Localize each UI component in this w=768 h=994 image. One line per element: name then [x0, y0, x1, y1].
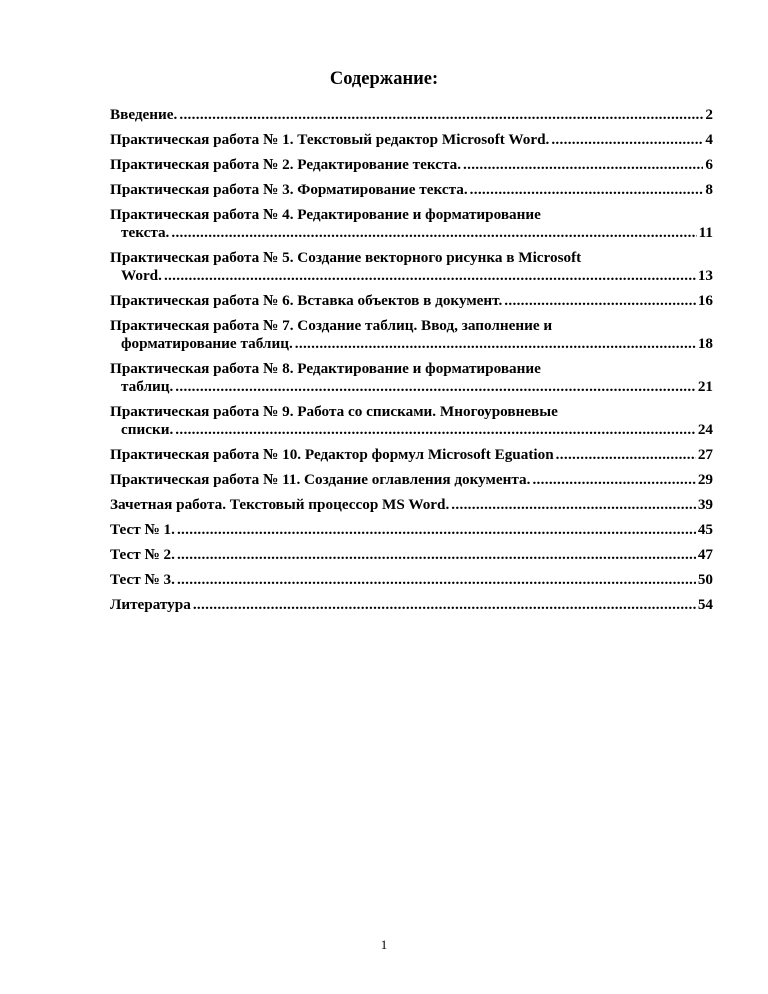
toc-entry-title: Практическая работа № 1. Текстовый редактор Microsoft Word.: [110, 131, 550, 148]
toc-page-number: 47: [697, 546, 713, 563]
page-title: Содержание:: [329, 69, 439, 89]
toc-entry-title: Практическая работа № 7. Создание таблиц. Ввод, заполнение и: [110, 317, 553, 334]
toc-entry[interactable]: [110, 496, 713, 514]
toc-entry[interactable]: [110, 546, 713, 564]
toc-page-number: 13: [697, 267, 713, 284]
toc-page-number: 16: [697, 292, 713, 309]
toc-page-number: 11: [698, 224, 713, 241]
toc-page-number: 8: [705, 181, 713, 198]
toc-entry[interactable]: [110, 471, 713, 489]
toc-entry[interactable]: [110, 156, 713, 174]
dot-leader: [164, 267, 696, 285]
toc-entry[interactable]: [110, 403, 713, 439]
toc-entry-title: Литература: [110, 596, 191, 613]
toc-entry[interactable]: [110, 249, 713, 285]
dot-leader: [175, 378, 696, 396]
toc-entry-title: текста.: [121, 224, 170, 241]
toc-entry[interactable]: [110, 571, 713, 589]
toc-entry-title: форматирование таблиц.: [121, 335, 293, 352]
toc-entry[interactable]: [110, 360, 713, 396]
toc-page-number: 39: [697, 496, 713, 513]
dot-leader: [177, 521, 696, 539]
dot-leader: [295, 335, 696, 353]
toc-entry[interactable]: [110, 292, 713, 310]
dot-leader: [532, 471, 695, 489]
toc-entry-title: Word.: [121, 267, 162, 284]
toc-page-number: 24: [697, 421, 713, 438]
toc-entry[interactable]: [110, 317, 713, 353]
dot-leader: [451, 496, 696, 514]
dot-leader: [175, 421, 696, 439]
table-of-contents: [110, 106, 713, 621]
dot-leader: [551, 131, 703, 149]
dot-leader: [179, 106, 703, 124]
toc-entry-title: списки.: [121, 421, 174, 438]
dot-leader: [193, 596, 696, 614]
toc-page-number: 54: [697, 596, 713, 613]
toc-entry-title: Практическая работа № 3. Форматирование текста.: [110, 181, 468, 198]
toc-entry[interactable]: [110, 181, 713, 199]
toc-entry[interactable]: [110, 446, 713, 464]
toc-entry-title: Практическая работа № 4. Редактирование и форматирование: [110, 206, 541, 223]
toc-page-number: 29: [697, 471, 713, 488]
toc-entry-title: таблиц.: [121, 378, 174, 395]
toc-entry-title: Тест № 2.: [110, 546, 175, 563]
toc-entry-title: Тест № 1.: [110, 521, 175, 538]
toc-entry-title: Практическая работа № 9. Работа со списками. Многоуровневые: [110, 403, 558, 420]
toc-entry-title: Зачетная работа. Текстовый процессор MS Word.: [110, 496, 450, 513]
toc-entry-title: Практическая работа № 2. Редактирование текста.: [110, 156, 461, 173]
dot-leader: [177, 546, 696, 564]
dot-leader: [556, 446, 696, 464]
toc-page-number: 2: [705, 106, 713, 123]
toc-entry-title: Практическая работа № 6. Вставка объектов в документ.: [110, 292, 503, 309]
toc-entry-title: Практическая работа № 10. Редактор формул Microsoft Eguation: [110, 446, 554, 463]
dot-leader: [470, 181, 704, 199]
dot-leader: [177, 571, 696, 589]
dot-leader: [171, 224, 696, 242]
toc-page-number: 6: [705, 156, 713, 173]
toc-entry-title: Тест № 3.: [110, 571, 175, 588]
page-number: 1: [380, 937, 388, 952]
toc-page-number: 21: [697, 378, 713, 395]
toc-page-number: 45: [697, 521, 713, 538]
dot-leader: [504, 292, 696, 310]
toc-entry[interactable]: [110, 131, 713, 149]
toc-entry-title: Практическая работа № 8. Редактирование и форматирование: [110, 360, 541, 377]
toc-entry-title: Практическая работа № 11. Создание оглавления документа.: [110, 471, 531, 488]
toc-entry[interactable]: [110, 106, 713, 124]
toc-page-number: 4: [705, 131, 713, 148]
toc-entry-title: Практическая работа № 5. Создание векторного рисунка в Microsoft: [110, 249, 582, 266]
toc-entry[interactable]: [110, 521, 713, 539]
toc-entry-title: Введение.: [110, 106, 178, 123]
toc-page-number: 18: [697, 335, 713, 352]
toc-entry[interactable]: [110, 596, 713, 614]
toc-entry[interactable]: [110, 206, 713, 242]
dot-leader: [463, 156, 703, 174]
toc-page-number: 50: [697, 571, 713, 588]
toc-page-number: 27: [697, 446, 713, 463]
